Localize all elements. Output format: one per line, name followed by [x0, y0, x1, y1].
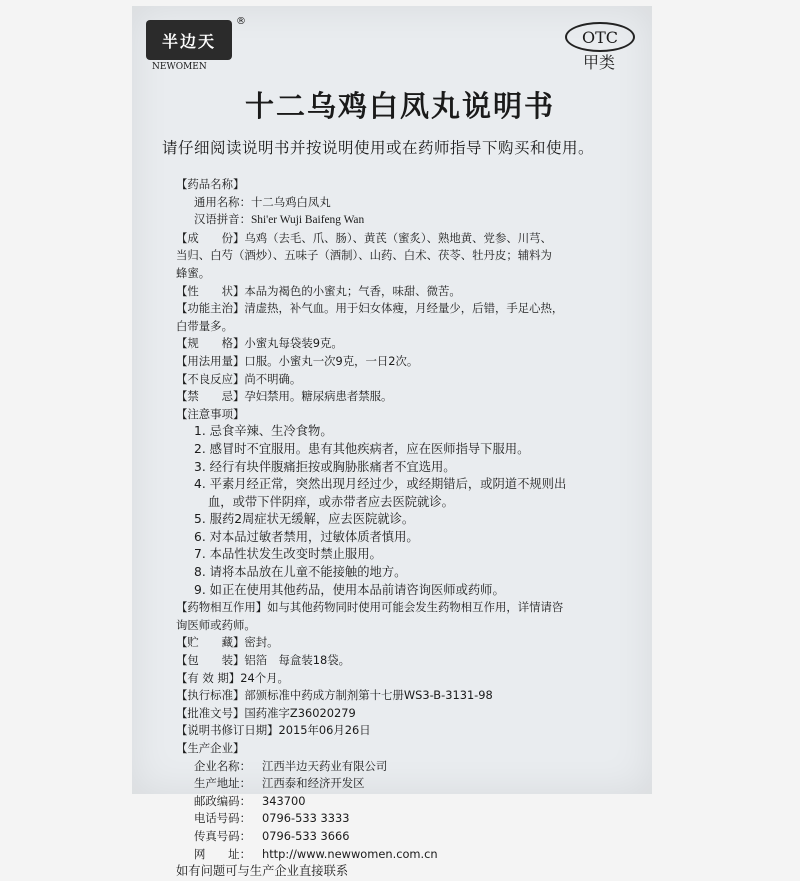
appearance-row: [176, 283, 636, 301]
contraindications-key: 【禁 忌】: [176, 389, 245, 404]
leaflet-body: [176, 176, 636, 881]
standard-key: 【执行标准】: [176, 688, 245, 703]
precaution-item: 3. 经行有块伴腹痛拒按或胸胁胀痛者不宜选用。: [194, 459, 456, 474]
indications-text-2: 白带量多。: [176, 318, 233, 333]
manufacturer-heading: 【生产企业】: [176, 741, 245, 755]
contact-note: 如有问题可与生产企业直接联系: [176, 864, 349, 879]
precaution-item: 1. 忌食辛辣、生冷食物。: [194, 424, 333, 439]
storage-row: [176, 634, 636, 652]
revision-value: 2015年06月26日: [278, 723, 371, 738]
manufacturer-value: 江西半边天药业有限公司: [262, 758, 388, 773]
adverse-value: 尚不明确。: [244, 371, 302, 386]
precaution-item: 9. 如正在使用其他药品，使用本品前请咨询医师或药师。: [194, 582, 505, 597]
precaution-item: 6. 对本品过敏者禁用，过敏体质者慎用。: [194, 529, 419, 544]
common-name-key: 通用名称：: [194, 194, 251, 209]
precaution-item: 2. 感冒时不宜服用。患有其他疾病者，应在医师指导下服用。: [194, 441, 530, 456]
spec-row: [176, 335, 636, 353]
brand-logo-text: 半边天: [161, 31, 216, 51]
brand-logo: [146, 20, 232, 60]
indications-text-1: 清虚热，补气血。用于妇女体瘦，月经量少，后错，手足心热，: [244, 301, 564, 316]
common-name-value: 十二乌鸡白凤丸: [250, 194, 331, 209]
adverse-row: [176, 371, 636, 389]
storage-value: 密封。: [244, 635, 279, 650]
usage-row: [176, 353, 636, 371]
drug-name-heading: 【药品名称】: [176, 177, 245, 191]
package-value: 铝箔 每盒装18袋。: [244, 653, 350, 668]
precautions-heading: 【注意事项】: [176, 406, 245, 421]
spec-key: 【规 格】: [176, 336, 245, 351]
package-row: [176, 652, 636, 670]
precaution-item: 4. 平素月经正常，突然出现月经过少，或经期错后，或阴道不规则出: [194, 477, 567, 492]
indications-key: 【功能主治】: [176, 301, 245, 316]
validity-row: [176, 670, 636, 688]
revision-key: 【说明书修订日期】: [176, 723, 279, 738]
manufacturer-website: http://www.newwomen.com.cn: [262, 846, 438, 861]
validity-key: 【有 效 期】: [176, 670, 241, 685]
validity-value: 24个月。: [240, 670, 289, 685]
manufacturer-row: [194, 793, 636, 811]
manufacturer-row: [194, 828, 636, 846]
approval-key: 【批准文号】: [176, 705, 245, 720]
ingredients-text-3: 蜂蜜。: [176, 265, 211, 280]
precaution-item: 7. 本品性状发生改变时禁止服用。: [194, 547, 382, 562]
standard-value: 部颁标准中药成方制剂第十七册WS3-B-3131-98: [244, 688, 493, 703]
manufacturer-row: [194, 775, 636, 793]
storage-key: 【贮 藏】: [176, 635, 245, 650]
ingredients-key: 【成 份】: [176, 230, 245, 245]
otc-class-label: 甲类: [583, 53, 616, 72]
pinyin-row: [176, 211, 636, 230]
ingredients-text-1: 乌鸡（去毛、爪、肠）、黄芪（蜜炙）、熟地黄、党参、川芎、: [244, 230, 552, 245]
approval-value: 国药准字Z36020279: [244, 705, 356, 720]
revision-row: [176, 722, 636, 740]
manufacturer-row: [194, 810, 636, 828]
interactions-text-2: 询医师或药师。: [176, 617, 256, 632]
approval-row: [176, 705, 636, 723]
indications-row: [176, 300, 636, 318]
brand-english-name: NEWOMEN: [152, 62, 207, 72]
usage-key: 【用法用量】: [176, 353, 245, 368]
manufacturer-value: 江西泰和经济开发区: [262, 776, 365, 791]
contraindications-value: 孕妇禁用。糖尿病患者禁服。: [244, 389, 393, 404]
interactions-row: [176, 599, 636, 617]
common-name-row: [176, 194, 636, 212]
pinyin-key: 汉语拼音：: [194, 212, 251, 227]
interactions-key: 【药物相互作用】: [176, 600, 268, 615]
contraindications-row: [176, 388, 636, 406]
standard-row: [176, 687, 636, 705]
adverse-key: 【不良反应】: [176, 371, 245, 386]
precaution-item: 8. 请将本品放在儿童不能接触的地方。: [194, 565, 407, 580]
otc-badge: OTC: [565, 22, 635, 52]
read-instructions-notice: 请仔细阅读说明书并按说明使用或在药师指导下购买和使用。: [162, 139, 595, 157]
pinyin-value: Shi'er Wuji Baifeng Wan: [250, 214, 365, 227]
manufacturer-key: 邮政编码：: [194, 793, 251, 808]
registered-mark: ®: [236, 16, 246, 27]
ingredients-row: [176, 230, 636, 248]
manufacturer-row: [194, 846, 636, 864]
manufacturer-key: 电话号码：: [194, 811, 251, 826]
precautions-list: [176, 423, 636, 599]
package-key: 【包 装】: [176, 653, 245, 668]
manufacturer-key: 企业名称：: [194, 758, 251, 773]
ingredients-text-2: 当归、白芍（酒炒）、五味子（酒制）、山药、白术、茯苓、牡丹皮；辅料为: [176, 248, 552, 263]
document-title: 十二乌鸡白凤丸说明书: [244, 89, 555, 123]
precaution-item: 5. 服药2周症状无缓解，应去医院就诊。: [194, 512, 415, 527]
interactions-text-1: 如与其他药物同时使用可能会发生药物相互作用，详情请咨: [267, 600, 564, 615]
manufacturer-key: 传真号码：: [194, 828, 251, 843]
manufacturer-value: 0796-533 3333: [262, 811, 350, 826]
appearance-value: 本品为褐色的小蜜丸；气香，味甜、微苦。: [244, 283, 461, 298]
spec-value: 小蜜丸每袋装9克。: [244, 336, 343, 351]
precaution-item-continued: 血，或带下伴阴痒，或赤带者应去医院就诊。: [208, 494, 454, 509]
usage-value: 口服。小蜜丸一次9克，一日2次。: [244, 353, 419, 368]
manufacturer-value: 343700: [262, 793, 306, 808]
manufacturer-row: [194, 758, 636, 776]
appearance-key: 【性 状】: [176, 283, 245, 298]
manufacturer-value: 0796-533 3666: [262, 828, 350, 843]
manufacturer-key: 网 址：: [194, 846, 251, 861]
manufacturer-details: [176, 758, 636, 864]
manufacturer-key: 生产地址：: [194, 776, 251, 791]
